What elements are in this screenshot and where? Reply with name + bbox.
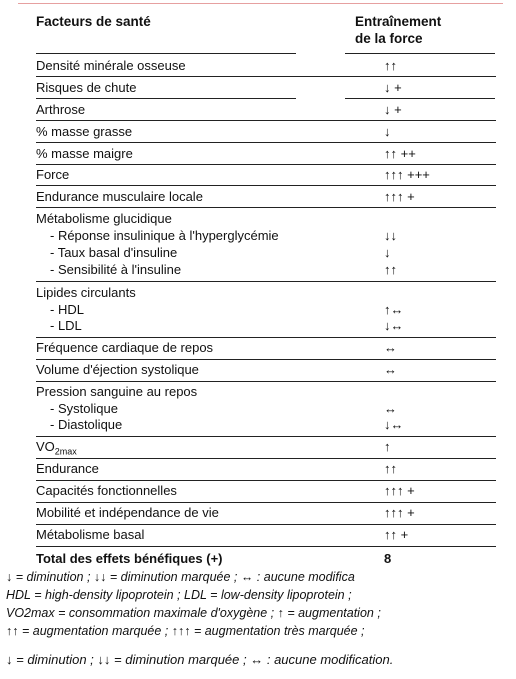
header-training-line2: de la force (355, 31, 423, 46)
footnote-bottom: ↓ = diminution ; ↓↓ = diminution marquée ; ↔ : aucune modification. (6, 652, 394, 667)
vo2-subscript: 2max (54, 446, 77, 457)
row-value: ↔ (384, 340, 397, 355)
row-value: ↑↑↑ + (384, 483, 415, 498)
row-rule (345, 98, 495, 99)
row-label: Capacités fonctionnelles (36, 483, 177, 498)
row-rule (36, 185, 496, 186)
row-value: ↑ (384, 439, 391, 454)
row-label: - Systolique (50, 401, 118, 416)
row-value: ↔ (384, 401, 397, 416)
row-value: ↑↔ (384, 302, 404, 317)
row-value: ↑↑↑ + (384, 189, 415, 204)
row-value: ↑↑ + (384, 527, 409, 542)
rule-header-left (36, 53, 296, 54)
rule-header-right (345, 53, 495, 54)
header-training-line1: Entraînement (355, 14, 442, 29)
vo2-text: VO (36, 439, 55, 454)
row-label: - Taux basal d'insuline (50, 245, 178, 260)
row-value: ↓↔ (384, 318, 404, 333)
footnote-line: VO2max = consommation maximale d'oxygène ; ↑ = augmentation ; (6, 606, 381, 620)
row-value: ↔ (384, 362, 397, 377)
row-label: - Sensibilité à l'insuline (50, 262, 182, 277)
row-label: Métabolisme basal (36, 527, 145, 542)
row-rule (36, 207, 496, 208)
row-label: - Diastolique (50, 417, 123, 432)
top-rule (18, 3, 503, 4)
row-label: % masse maigre (36, 146, 133, 161)
header-factors: Facteurs de santé (36, 14, 151, 29)
row-label: Arthrose (36, 102, 86, 117)
row-value: ↓ (384, 245, 391, 260)
row-label: Volume d'éjection systolique (36, 362, 199, 377)
row-label: Métabolisme glucidique (36, 211, 172, 226)
row-label: Endurance musculaire locale (36, 189, 203, 204)
row-label: Pression sanguine au repos (36, 384, 198, 399)
footnote-line: ↑↑ = augmentation marquée ; ↑↑↑ = augmentation très marquée ; (6, 624, 365, 638)
row-rule (36, 458, 496, 459)
row-rule (36, 281, 496, 282)
row-label (36, 439, 77, 460)
footnote-line: HDL = high-density lipoprotein ; LDL = low-density lipoprotein ; (6, 588, 352, 602)
row-label: - HDL (50, 302, 84, 317)
row-rule (36, 337, 496, 338)
header-training (355, 13, 441, 47)
row-label: Fréquence cardiaque de repos (36, 340, 214, 355)
row-rule (36, 480, 496, 481)
row-value: ↓ (384, 124, 391, 139)
row-rule (36, 436, 496, 437)
row-value: ↓↔ (384, 417, 404, 432)
total-value: 8 (384, 551, 392, 566)
row-label: Force (36, 167, 70, 182)
row-value: ↓↓ (384, 228, 397, 243)
row-label: % masse grasse (36, 124, 133, 139)
row-value: ↑↑ (384, 58, 397, 73)
row-value: ↓ + (384, 102, 402, 117)
footnote-line: ↓ = diminution ; ↓↓ = diminution marquée ; ↔ : aucune modifica (6, 570, 355, 584)
row-label: - LDL (50, 318, 82, 333)
row-value: ↑↑ (384, 262, 397, 277)
row-rule (36, 142, 496, 143)
row-rule (36, 524, 496, 525)
row-value: ↓ + (384, 80, 402, 95)
row-value: ↑↑↑ + (384, 505, 415, 520)
row-label: Mobilité et indépendance de vie (36, 505, 219, 520)
total-label: Total des effets bénéfiques (+) (36, 551, 223, 566)
row-value: ↑↑ (384, 461, 397, 476)
row-label: Densité minérale osseuse (36, 58, 186, 73)
row-rule (36, 76, 496, 77)
row-rule (36, 359, 496, 360)
row-value: ↑↑ ++ (384, 146, 416, 161)
row-label: Endurance (36, 461, 99, 476)
row-label: Risques de chute (36, 80, 137, 95)
row-rule (36, 98, 296, 99)
row-label: Lipides circulants (36, 285, 136, 300)
row-rule (36, 546, 496, 547)
row-rule (36, 120, 496, 121)
row-value: ↑↑↑ +++ (384, 167, 430, 182)
row-rule (36, 381, 496, 382)
row-label: - Réponse insulinique à l'hyperglycémie (50, 228, 279, 243)
row-rule (36, 502, 496, 503)
row-rule (36, 164, 496, 165)
